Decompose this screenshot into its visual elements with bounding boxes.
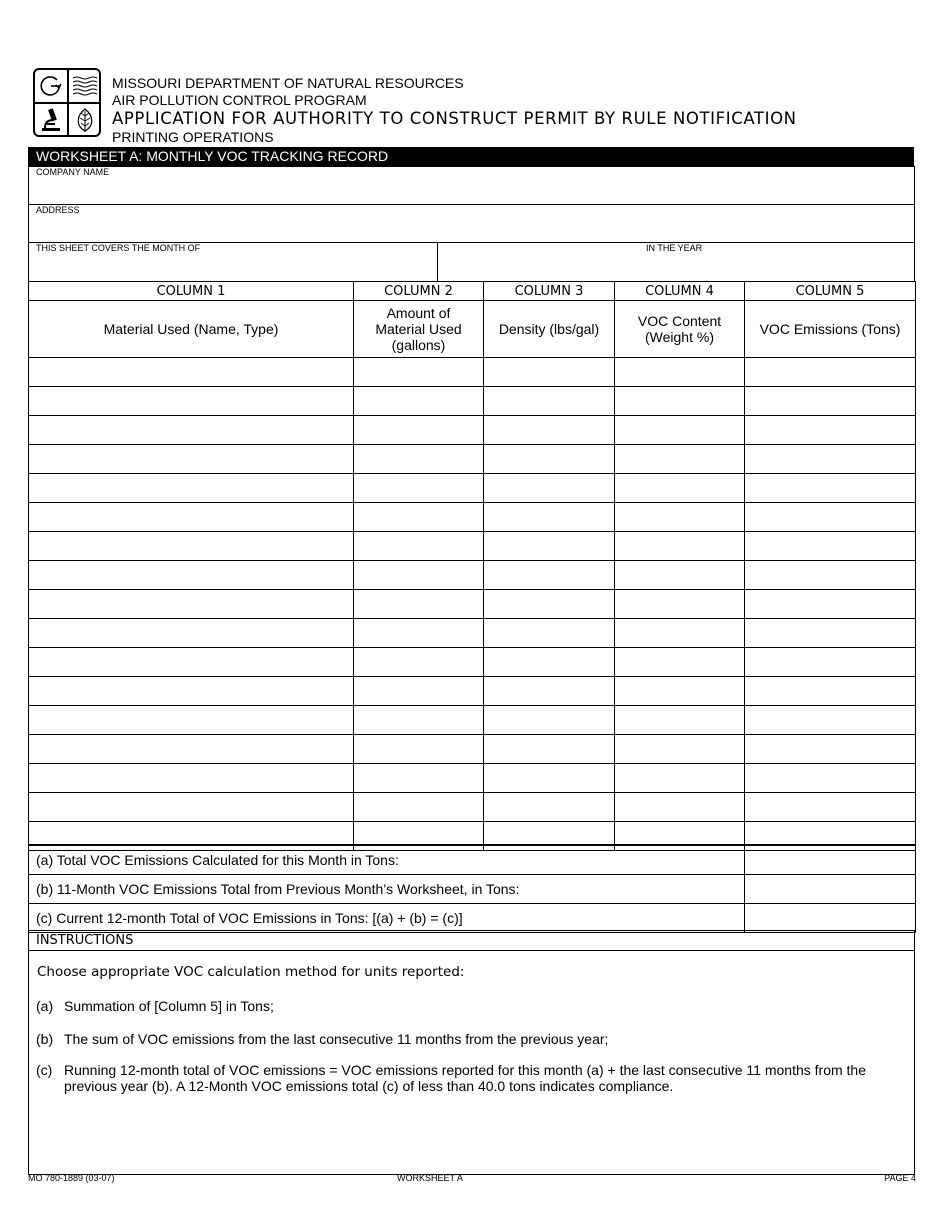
form-number: MO 780-1889 (03-07): [28, 1173, 115, 1183]
program-name: AIR POLLUTION CONTROL PROGRAM: [112, 92, 367, 108]
table-cell-col-5[interactable]: [745, 561, 916, 590]
column-1-number: COLUMN 1: [29, 282, 354, 301]
total-c-input[interactable]: [745, 904, 916, 933]
table-cell-col-4[interactable]: [615, 445, 745, 474]
table-row: [29, 677, 916, 706]
water-waves-icon: [71, 72, 99, 100]
table-cell-col-3[interactable]: [484, 561, 615, 590]
table-cell-col-4[interactable]: [615, 648, 745, 677]
table-cell-col-2[interactable]: [354, 358, 484, 387]
table-cell-col-2[interactable]: [354, 735, 484, 764]
year-label: IN THE YEAR: [646, 243, 703, 253]
table-cell-col-4[interactable]: [615, 503, 745, 532]
table-cell-col-1[interactable]: [29, 706, 354, 735]
table-row: [29, 503, 916, 532]
table-cell-col-1[interactable]: [29, 619, 354, 648]
table-cell-col-1[interactable]: [29, 793, 354, 822]
column-header-voc-content: VOC Content (Weight %): [615, 301, 745, 358]
table-cell-col-2[interactable]: [354, 474, 484, 503]
table-cell-col-3[interactable]: [484, 590, 615, 619]
table-row: [29, 416, 916, 445]
table-cell-col-2[interactable]: [354, 706, 484, 735]
instructions-heading: INSTRUCTIONS: [28, 930, 915, 951]
table-cell-col-4[interactable]: [615, 590, 745, 619]
table-cell-col-3[interactable]: [484, 648, 615, 677]
column-header-density: Density (lbs/gal): [484, 301, 615, 358]
table-cell-col-1[interactable]: [29, 416, 354, 445]
instruction-a-text: Summation of [Column 5] in Tons;: [64, 998, 274, 1014]
table-cell-col-3[interactable]: [484, 706, 615, 735]
instructions-body: [28, 950, 915, 1175]
table-cell-col-5[interactable]: [745, 677, 916, 706]
total-b-input[interactable]: [745, 875, 916, 904]
table-cell-col-5[interactable]: [745, 648, 916, 677]
table-row: [29, 532, 916, 561]
instruction-item-a: [36, 998, 896, 1014]
instructions-intro: Choose appropriate VOC calculation method for units reported:: [37, 964, 465, 980]
table-cell-col-4[interactable]: [615, 358, 745, 387]
company-name-field[interactable]: [28, 166, 915, 205]
table-cell-col-3[interactable]: [484, 793, 615, 822]
address-field[interactable]: [28, 204, 915, 243]
table-cell-col-5[interactable]: [745, 416, 916, 445]
table-cell-col-3[interactable]: [484, 445, 615, 474]
table-cell-col-2[interactable]: [354, 503, 484, 532]
worksheet-title: WORKSHEET A: MONTHLY VOC TRACKING RECORD: [28, 147, 914, 166]
table-cell-col-1[interactable]: [29, 677, 354, 706]
table-cell-col-3[interactable]: [484, 619, 615, 648]
table-cell-col-3[interactable]: [484, 532, 615, 561]
dnr-logo: [33, 68, 101, 137]
table-cell-col-2[interactable]: [354, 416, 484, 445]
instruction-a-label: (a): [36, 998, 54, 1014]
table-cell-col-2[interactable]: [354, 764, 484, 793]
form-title: APPLICATION FOR AUTHORITY TO CONSTRUCT PERMIT BY RULE NOTIFICATION: [112, 109, 797, 128]
table-cell-col-4[interactable]: [615, 532, 745, 561]
table-cell-col-2[interactable]: [354, 532, 484, 561]
total-row-b: [29, 875, 916, 904]
instruction-b-label: (b): [36, 1031, 54, 1047]
page-number: PAGE 4: [884, 1173, 916, 1183]
table-row: [29, 764, 916, 793]
table-row: [29, 561, 916, 590]
column-header-amount: Amount of Material Used (gallons): [354, 301, 484, 358]
instruction-c-label: (c): [36, 1062, 53, 1078]
table-cell-col-2[interactable]: [354, 561, 484, 590]
table-cell-col-4[interactable]: [615, 764, 745, 793]
column-4-number: COLUMN 4: [615, 282, 745, 301]
table-cell-col-3[interactable]: [484, 474, 615, 503]
instruction-b-text: The sum of VOC emissions from the last consecutive 11 months from the previous year;: [64, 1031, 609, 1047]
instruction-c-text: Running 12-month total of VOC emissions = VOC emissions reported for this month (a) + the last consecutive 11 months from the previous year (b). A 12-Month VOC emissions total (c) of less than 40.0 tons indicates compliance.: [64, 1062, 866, 1094]
table-cell-col-5[interactable]: [745, 474, 916, 503]
column-header-row: [29, 301, 916, 358]
table-cell-col-3[interactable]: [484, 735, 615, 764]
form-subtitle: PRINTING OPERATIONS: [112, 129, 274, 145]
table-cell-col-5[interactable]: [745, 764, 916, 793]
leaf-icon: [71, 106, 99, 134]
table-cell-col-4[interactable]: [615, 416, 745, 445]
table-cell-col-4[interactable]: [615, 474, 745, 503]
table-cell-col-5[interactable]: [745, 387, 916, 416]
table-cell-col-1[interactable]: [29, 358, 354, 387]
table-cell-col-2[interactable]: [354, 793, 484, 822]
table-row: [29, 735, 916, 764]
table-row: [29, 619, 916, 648]
column-number-row: [29, 282, 916, 301]
table-row: [29, 706, 916, 735]
year-field[interactable]: [437, 242, 915, 282]
table-cell-col-5[interactable]: [745, 358, 916, 387]
circle-arrow-icon: [37, 72, 65, 100]
table-cell-col-2[interactable]: [354, 445, 484, 474]
table-cell-col-5[interactable]: [745, 619, 916, 648]
table-cell-col-3[interactable]: [484, 503, 615, 532]
table-cell-col-5[interactable]: [745, 706, 916, 735]
table-row: [29, 590, 916, 619]
table-cell-col-4[interactable]: [615, 387, 745, 416]
total-row-c: [29, 904, 916, 933]
table-cell-col-5[interactable]: [745, 503, 916, 532]
microscope-icon: [37, 106, 65, 134]
table-cell-col-4[interactable]: [615, 677, 745, 706]
table-row: [29, 445, 916, 474]
table-cell-col-1[interactable]: [29, 735, 354, 764]
table-cell-col-1[interactable]: [29, 590, 354, 619]
table-cell-col-1[interactable]: [29, 561, 354, 590]
table-cell-col-5[interactable]: [745, 445, 916, 474]
instruction-item-c: [36, 1062, 896, 1094]
column-5-number: COLUMN 5: [745, 282, 916, 301]
total-a-input[interactable]: [745, 845, 916, 875]
table-row: [29, 648, 916, 677]
column-header-material: Material Used (Name, Type): [29, 301, 354, 358]
table-cell-col-1[interactable]: [29, 474, 354, 503]
column-header-voc-emissions: VOC Emissions (Tons): [745, 301, 916, 358]
table-cell-col-3[interactable]: [484, 387, 615, 416]
table-cell-col-4[interactable]: [615, 619, 745, 648]
table-cell-col-5[interactable]: [745, 735, 916, 764]
table-cell-col-1[interactable]: [29, 503, 354, 532]
table-cell-col-5[interactable]: [745, 532, 916, 561]
table-cell-col-4[interactable]: [615, 735, 745, 764]
table-cell-col-3[interactable]: [484, 358, 615, 387]
table-cell-col-4[interactable]: [615, 706, 745, 735]
table-cell-col-2[interactable]: [354, 590, 484, 619]
total-a-label: (a) Total VOC Emissions Calculated for this Month in Tons:: [29, 845, 745, 875]
footer-worksheet-label: WORKSHEET A: [397, 1173, 463, 1183]
table-cell-col-2[interactable]: [354, 619, 484, 648]
table-row: [29, 387, 916, 416]
table-cell-col-1[interactable]: [29, 764, 354, 793]
table-cell-col-1[interactable]: [29, 445, 354, 474]
table-cell-col-2[interactable]: [354, 677, 484, 706]
table-row: [29, 474, 916, 503]
table-cell-col-1[interactable]: [29, 532, 354, 561]
table-cell-col-1[interactable]: [29, 387, 354, 416]
table-cell-col-2[interactable]: [354, 648, 484, 677]
table-cell-col-4[interactable]: [615, 793, 745, 822]
month-field[interactable]: [28, 242, 438, 282]
total-row-a: [29, 845, 916, 875]
table-cell-col-5[interactable]: [745, 590, 916, 619]
table-cell-col-3[interactable]: [484, 677, 615, 706]
table-cell-col-3[interactable]: [484, 416, 615, 445]
voc-tracking-table: [28, 281, 916, 851]
table-cell-col-1[interactable]: [29, 648, 354, 677]
company-name-label: COMPANY NAME: [36, 167, 110, 177]
table-cell-col-2[interactable]: [354, 387, 484, 416]
table-cell-col-4[interactable]: [615, 561, 745, 590]
table-row: [29, 358, 916, 387]
table-row: [29, 793, 916, 822]
column-3-number: COLUMN 3: [484, 282, 615, 301]
department-name: MISSOURI DEPARTMENT OF NATURAL RESOURCES: [112, 75, 464, 91]
month-label: THIS SHEET COVERS THE MONTH OF: [36, 243, 201, 253]
instruction-item-b: [36, 1031, 896, 1047]
table-cell-col-5[interactable]: [745, 793, 916, 822]
totals-table: [28, 844, 916, 933]
total-b-label: (b) 11-Month VOC Emissions Total from Previous Month’s Worksheet, in Tons:: [29, 875, 745, 904]
column-2-number: COLUMN 2: [354, 282, 484, 301]
total-c-label: (c) Current 12-month Total of VOC Emissions in Tons: [(a) + (b) = (c)]: [29, 904, 745, 933]
table-cell-col-3[interactable]: [484, 764, 615, 793]
address-label: ADDRESS: [36, 205, 80, 215]
